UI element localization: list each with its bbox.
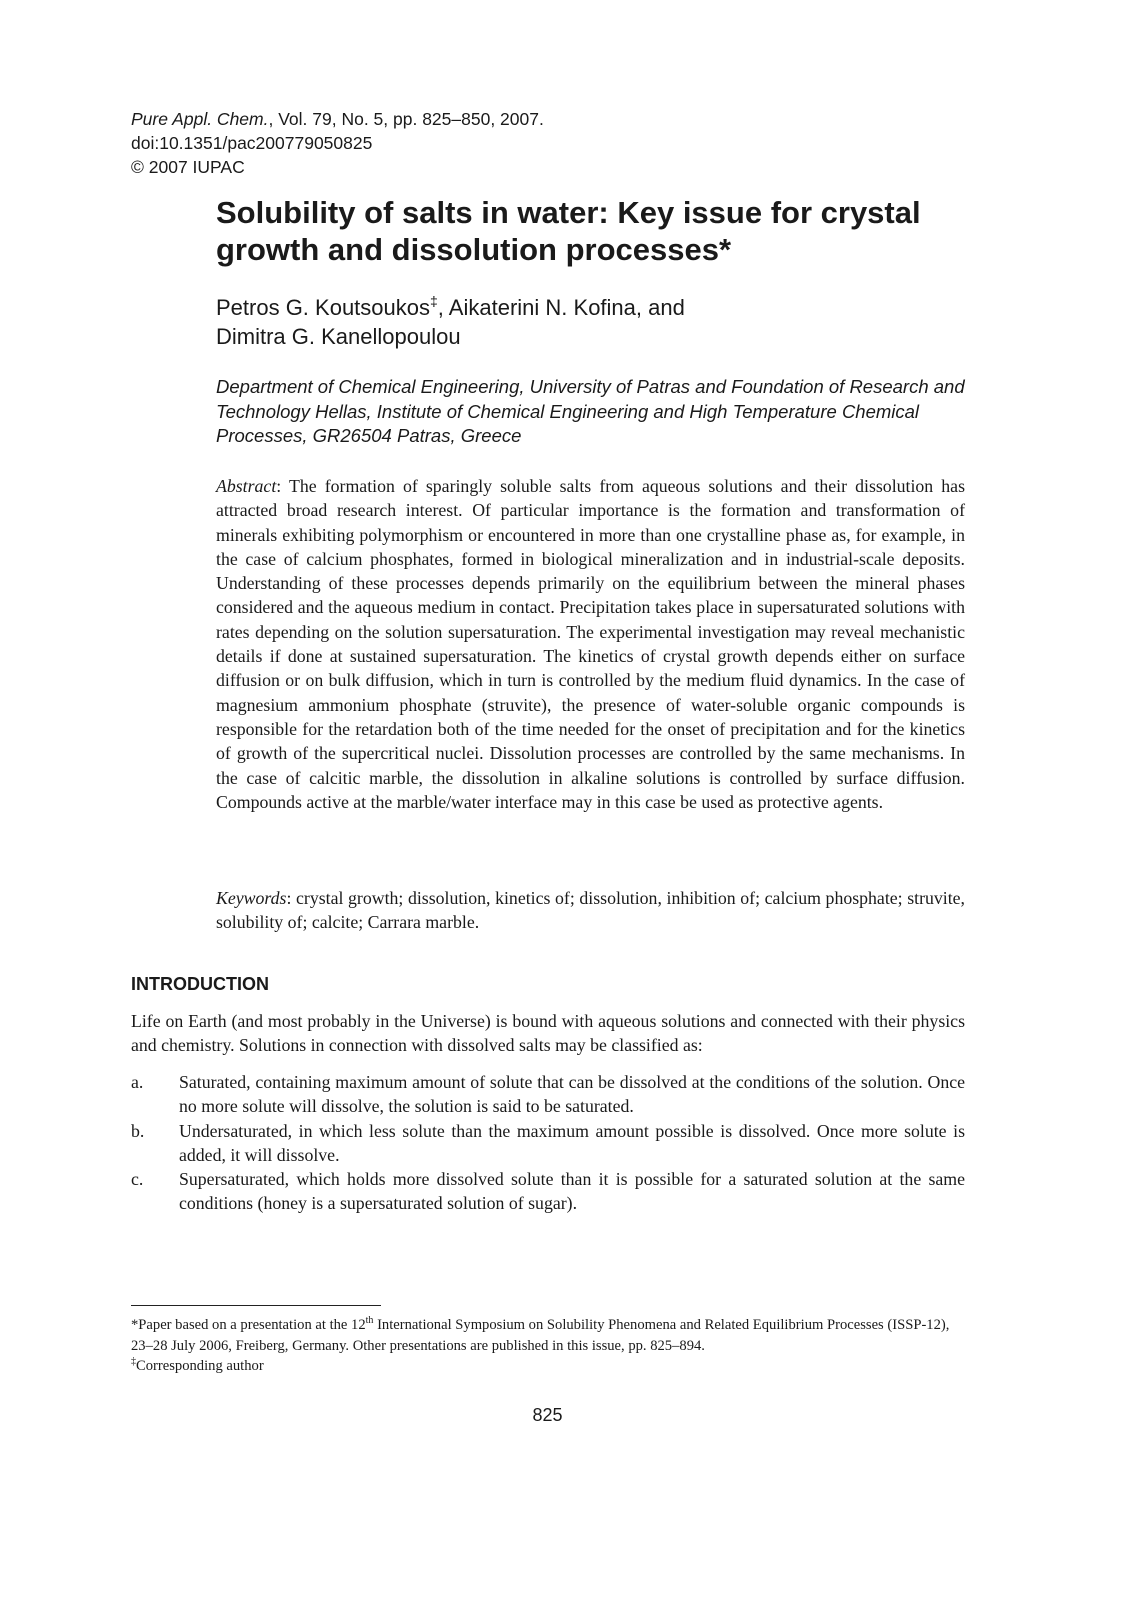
- footnote-presentation: [131, 1315, 965, 1356]
- list-marker: a.: [131, 1072, 144, 1092]
- abstract-label: Abstract: [216, 476, 277, 496]
- corresponding-mark: ‡: [131, 1356, 136, 1367]
- paper-title: Solubility of salts in water: Key issue for crystal growth and dissolution processes*: [216, 195, 921, 267]
- list-item: [131, 1119, 965, 1168]
- abstract-text: : The formation of sparingly soluble salts from aqueous solutions and their dissolution has attracted broad research interest. Of particular importance is the formation and transformation of minerals exhibiting polymorphism or encountered in more than one crystalline phase as, for example, in the case of calcium phosphates, formed in biological mineralization and in industrial-scale deposits. Understanding of these processes depends primarily on the equilibrium between the mineral phases considered and the aqueous medium in contact. Precipitation takes place in supersaturated solutions with rates depending on the solution supersaturation. The experimental investigation may reveal mechanistic details if done at sustained supersaturation. The kinetics of crystal growth depends either on surface diffusion or on bulk diffusion, which in turn is controlled by the medium fluid dynamics. In the case of magnesium ammonium phosphate (struvite), the presence of water-soluble organic compounds is responsible for the retardation both of the time needed for the onset of precipitation and for the kinetics of growth of the supercritical nuclei. Dissolution processes are controlled by the same mechanisms. In the case of calcitic marble, the dissolution in alkaline solutions is controlled by surface diffusion. Compounds active at the marble/water interface may in this case be used as protective agents.: [216, 476, 965, 812]
- affiliation: Department of Chemical Engineering, University of Patras and Foundation of Research and Technology Hellas, Institute of Chemical Engineering and High Temperature Chemical Processes, GR26504 Patras, Greece: [216, 376, 965, 446]
- footnote-text: International Symposium on Solubility Phenomena and Related Equilibrium Processes (ISSP-12), 23–28 July 2006, Freiberg, Germany. Other presentations are published in this issue, pp. 825–894.: [131, 1317, 950, 1354]
- footnote-text: *Paper based on a presentation at the 12: [131, 1317, 366, 1333]
- list-marker: c.: [131, 1169, 144, 1190]
- classification-list: [131, 1070, 965, 1216]
- footnote-divider: [131, 1305, 381, 1306]
- list-item-text: Undersaturated, in which less solute than the maximum amount possible is dissolved. Once more solute is added, it will dissolve.: [179, 1120, 965, 1165]
- page-number: 825: [532, 1405, 563, 1425]
- author-list: [216, 293, 976, 351]
- keywords-text: : crystal growth; dissolution, kinetics of; dissolution, inhibition of; calcium phosphate; struvite, solubility of; calcite; Carrara marble.: [216, 888, 965, 933]
- journal-name: Pure Appl. Chem.: [131, 109, 269, 129]
- list-marker: b.: [131, 1120, 145, 1141]
- footnote-text: Corresponding author: [136, 1358, 264, 1374]
- footnote-corresponding: [131, 1356, 965, 1377]
- list-item: [131, 1167, 965, 1216]
- ordinal-suffix: th: [365, 1315, 374, 1326]
- list-item: [131, 1070, 965, 1119]
- keywords: [216, 886, 965, 935]
- list-item-text: Saturated, containing maximum amount of solute that can be dissolved at the conditions of the solution. Once no more solute will dissolve, the solution is said to be saturated.: [179, 1072, 965, 1117]
- keywords-label: Keywords: [216, 888, 287, 908]
- copyright: © 2007 IUPAC: [131, 157, 245, 177]
- author-line-2: Dimitra G. Kanellopoulou: [216, 324, 461, 349]
- list-item-text: Supersaturated, which holds more dissolved solute than it is possible for a saturated solution at the same conditions (honey is a supersaturated solution of sugar).: [179, 1169, 965, 1214]
- author-name: Petros G. Koutsoukos: [216, 295, 430, 320]
- volume-pages: , Vol. 79, No. 5, pp. 825–850, 2007.: [268, 109, 544, 129]
- author-line-1: [216, 293, 976, 322]
- citation-line: [131, 107, 544, 131]
- intro-paragraph: Life on Earth (and most probably in the Universe) is bound with aqueous solutions and connected with their physics and chemistry. Solutions in connection with dissolved salts may be classified as:: [131, 1011, 965, 1056]
- footnotes: [131, 1315, 965, 1377]
- abstract: [216, 474, 965, 814]
- corresponding-author-mark: ‡: [430, 293, 438, 309]
- journal-header: [131, 107, 544, 179]
- author-names: , Aikaterini N. Kofina, and: [437, 295, 685, 320]
- doi: doi:10.1351/pac200779050825: [131, 133, 373, 153]
- section-heading: INTRODUCTION: [131, 974, 269, 994]
